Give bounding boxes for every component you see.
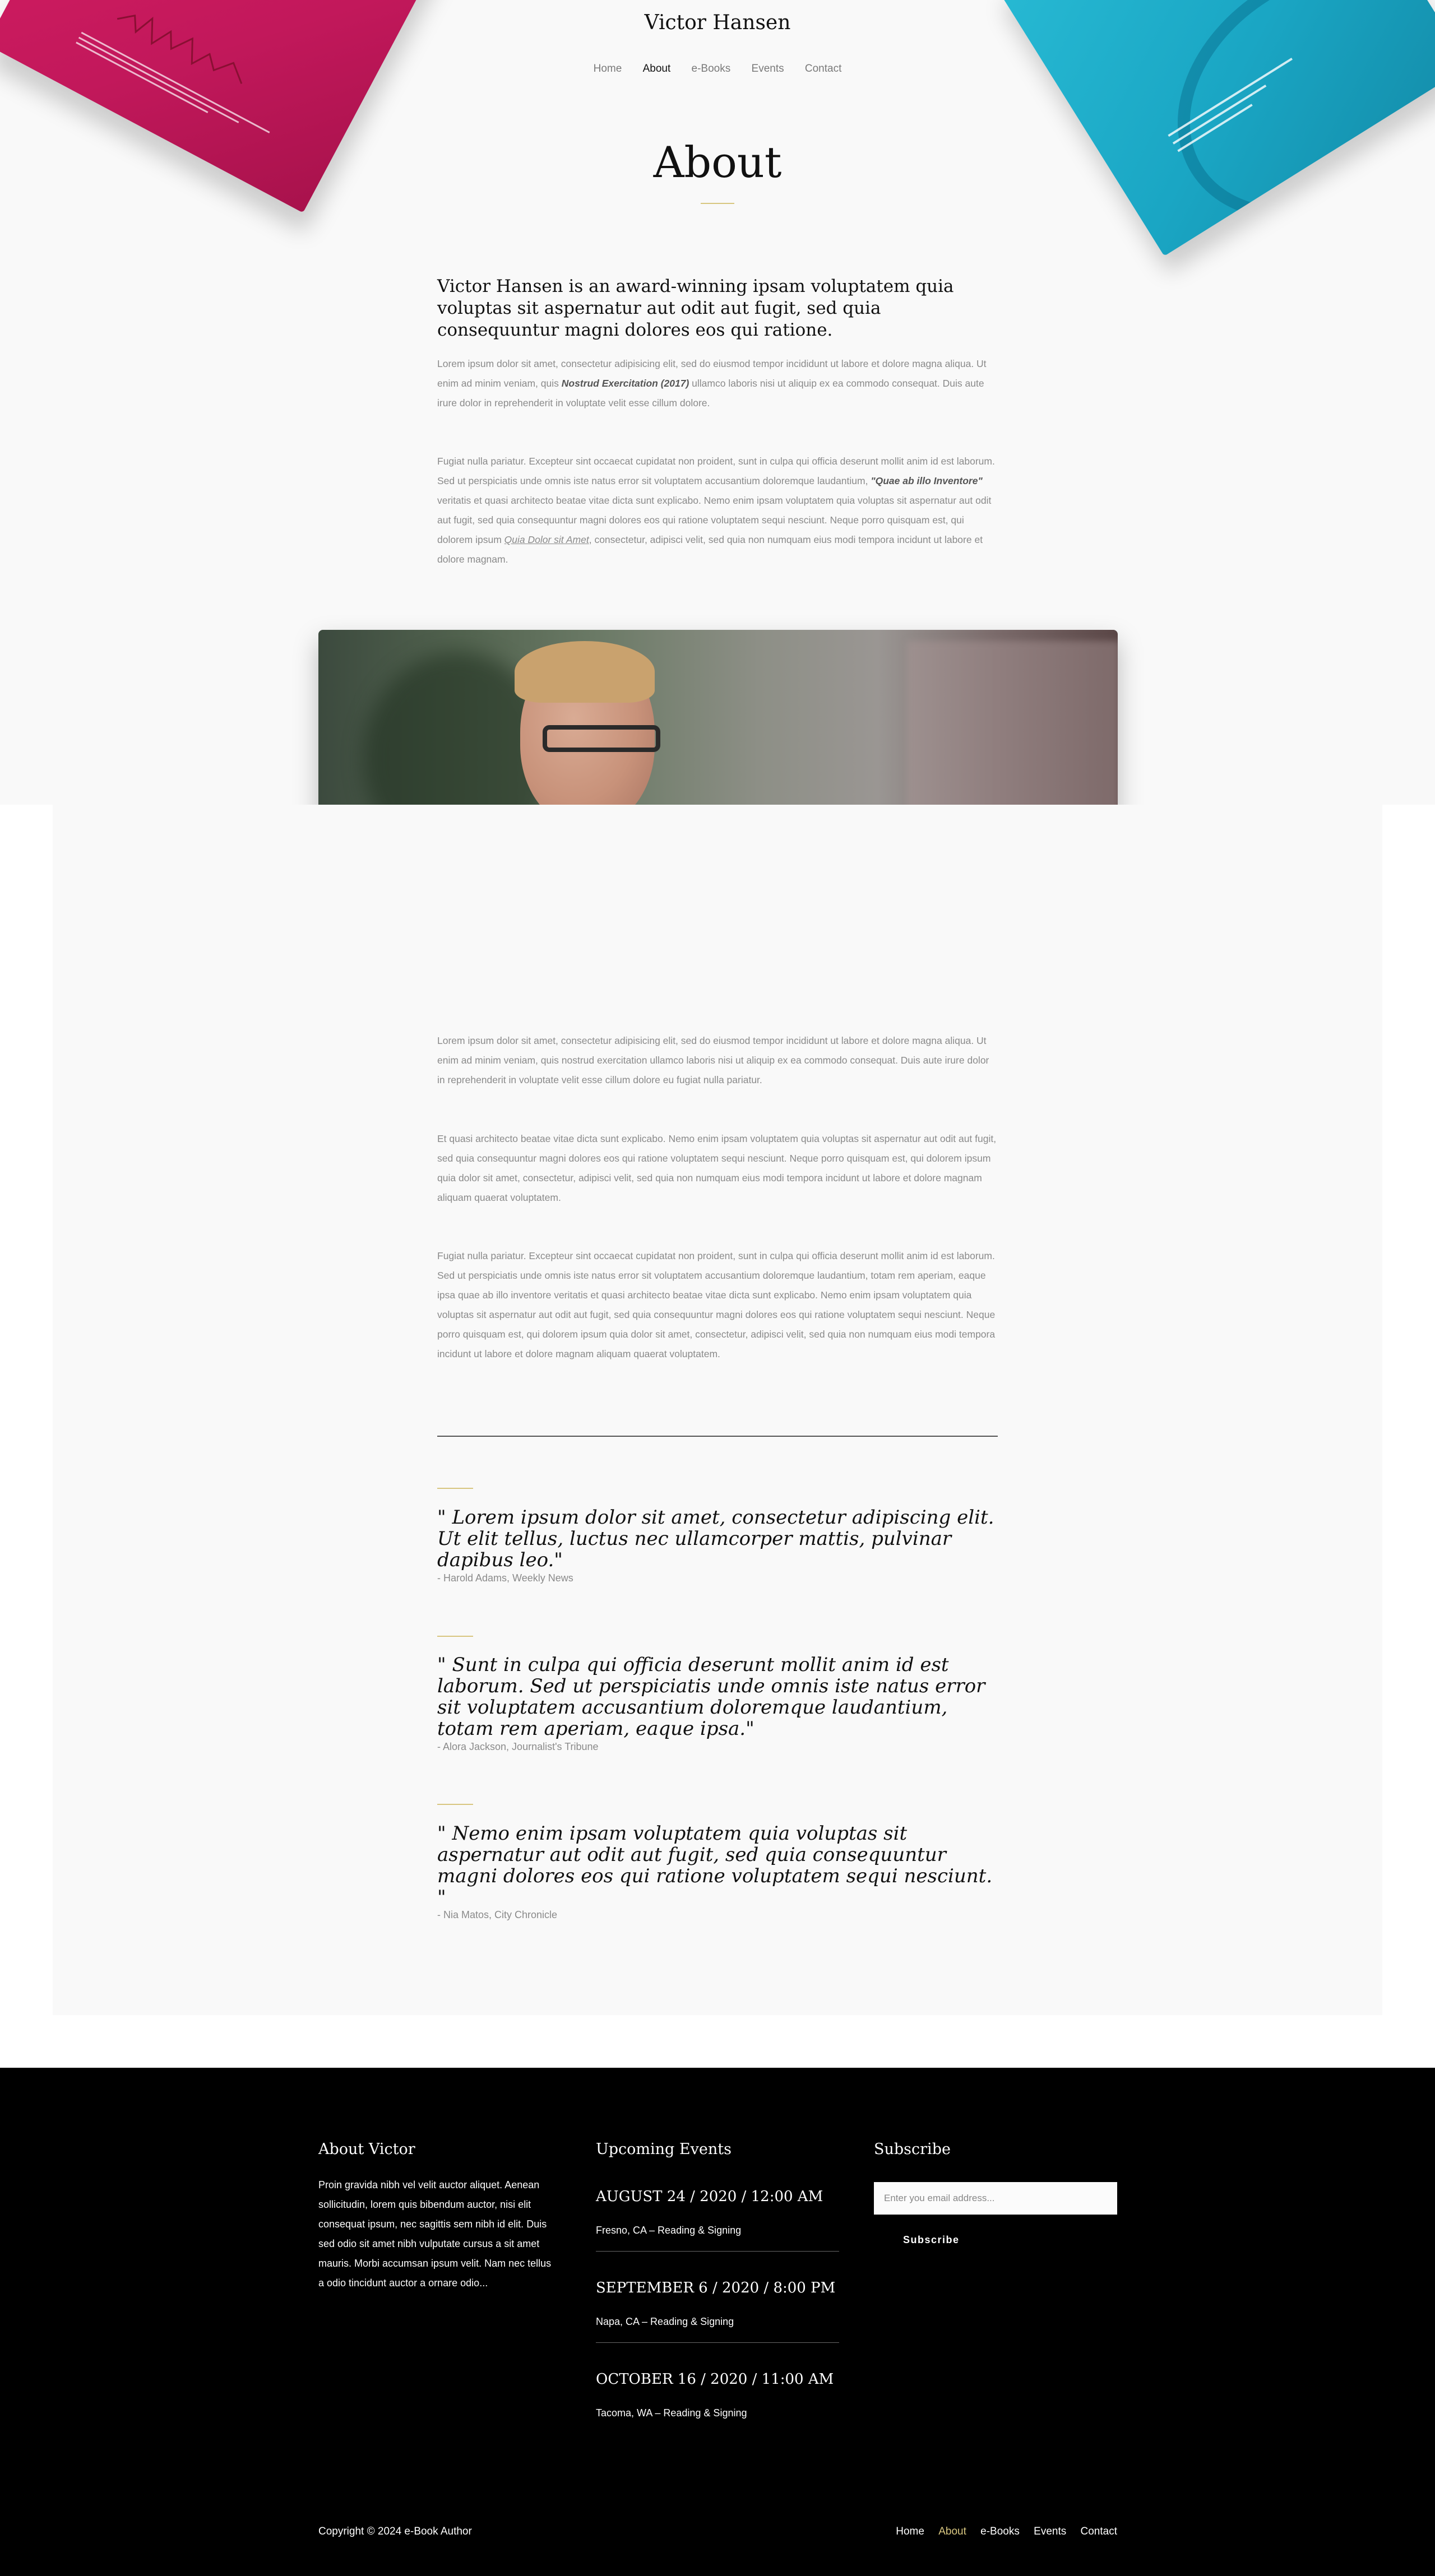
about-text: Proin gravida nibh vel velit auctor aliquet. Aenean sollicitudin, lorem quis bibendum auctor, nisi elit consequat ipsum, nec sagittis sem nibh id elit. Duis sed odio sit amet nibh vulputate cursus a sit amet mauris. Morbi accumsan ipsum velit. Nam nec tellus a odio tincidunt auctor a ornare odio... bbox=[318, 2179, 552, 2289]
testimonial-author: - Alora Jackson, Journalist's Tribune bbox=[437, 1741, 599, 1752]
site-footer bbox=[0, 2068, 1435, 2576]
intro-lead: Victor Hansen is an award-winning ipsam voluptatem quia voluptas sit aspernatur aut odit aut fugit, sed quia consequuntur magni dolores eos qui ratione. bbox=[437, 276, 954, 340]
testimonial-quote: " Lorem ipsum dolor sit amet, consectetur adipiscing elit. Ut elit tellus, luctus nec ullamcorper mattis, pulvinar dapibus leo." bbox=[437, 1506, 994, 1571]
email-input[interactable] bbox=[874, 2182, 1117, 2215]
author-photo bbox=[318, 630, 1118, 805]
footer-nav-events[interactable]: Events bbox=[1034, 2526, 1067, 2537]
event-date[interactable]: SEPTEMBER 6 / 2020 / 8:00 PM bbox=[596, 2280, 836, 2296]
text: Lorem ipsum dolor sit amet, consectetur adipisicing elit, sed do eiusmod tempor incididunt ut labore et dolore magna aliqua. Ut enim ad minim veniam, quis bbox=[437, 358, 987, 389]
emphasis: Nostrud Exercitation (2017) bbox=[561, 378, 689, 389]
page-title: About bbox=[653, 137, 782, 187]
book-cover-right bbox=[998, 0, 1435, 256]
testimonial-quote: " Sunt in culpa qui officia deserunt mollit anim id est laborum. Sed ut perspiciatis unde omnis iste natus error sit voluptatem accusantium doloremque laudantium, totam rem aperiam, eaque ipsa." bbox=[437, 1654, 985, 1740]
events-heading: Upcoming Events bbox=[596, 2141, 732, 2158]
event-date[interactable]: AUGUST 24 / 2020 / 12:00 AM bbox=[596, 2188, 823, 2205]
quote-accent-rule bbox=[437, 1488, 473, 1489]
title-accent-rule bbox=[701, 203, 734, 204]
body-paragraph-3: Fugiat nulla pariatur. Excepteur sint occaecat cupidatat non proident, sunt in culpa qui officia deserunt mollit anim id est laborum. Sed ut perspiciatis unde omnis iste natus error sit voluptatem accusantium doloremque laudantium, totam rem aperiam, eaque ipsa quae ab illo inventore veritatis et quasi architecto beatae vitae dicta sunt explicabo. Nemo enim ipsam voluptatem quia voluptas sit aspernatur aut odit aut fugit, sed quia consequuntur magni dolores eos qui ratione voluptatem sequi nesciunt. Neque porro quisquam est, qui dolorem ipsum quia dolor sit amet, consectetur, adipisci velit, sed quia non numquam eius modi tempora incidunt ut labore et dolore magnam aliquam quaerat voluptatem. bbox=[437, 1250, 996, 1359]
testimonial-author: - Nia Matos, City Chronicle bbox=[437, 1909, 558, 1920]
text: veritatis et quasi architecto beatae vitae dicta sunt explicabo. Nemo enim ipsam voluptatem quia voluptas sit aspernatur aut odit aut fugit, sed quia consequuntur magni dolores eos qui ratione voluptatem sequi nesciunt. Neque porro quisquam est, qui dolorem ipsum bbox=[437, 495, 992, 545]
about-heading: About Victor bbox=[318, 2141, 415, 2158]
quote-accent-rule bbox=[437, 1636, 473, 1637]
hero-section bbox=[0, 0, 1435, 805]
testimonial-author: - Harold Adams, Weekly News bbox=[437, 1572, 573, 1584]
event-location: Tacoma, WA – Reading & Signing bbox=[596, 2407, 747, 2419]
body-paragraph-1: Lorem ipsum dolor sit amet, consectetur adipisicing elit, sed do eiusmod tempor incididunt ut labore et dolore magna aliqua. Ut enim ad minim veniam, quis nostrud exercitation ullamco laboris nisi ut aliquip ex ea commodo consequat. Duis aute irure dolor in reprehenderit in voluptate velit esse cillum dolore eu fugiat nulla pariatur. bbox=[437, 1035, 989, 1085]
quote-accent-rule bbox=[437, 1804, 473, 1805]
inline-link[interactable]: Quia Dolor sit Amet bbox=[504, 534, 589, 545]
event-date[interactable]: OCTOBER 16 / 2020 / 11:00 AM bbox=[596, 2371, 834, 2388]
site-title[interactable]: Victor Hansen bbox=[644, 11, 791, 34]
body-paragraph-2: Et quasi architecto beatae vitae dicta sunt explicabo. Nemo enim ipsam voluptatem quia voluptas sit aspernatur aut odit aut fugit, sed quia consequuntur magni dolores eos qui ratione voluptatem sequi nesciunt. Neque porro quisquam est, qui dolorem ipsum quia dolor sit amet, consectetur, adipisci velit, sed quia non numquam eius modi tempora incidunt ut labore et dolore magnam aliquam quaerat voluptatem. bbox=[437, 1133, 997, 1203]
event-location: Fresno, CA – Reading & Signing bbox=[596, 2225, 742, 2236]
cover-wave-art bbox=[1129, 0, 1435, 256]
text: , consectetur, adipisci velit, sed quia non numquam eius modi tempora incidunt ut labore et dolore magnam. bbox=[437, 534, 983, 565]
nav-home[interactable]: Home bbox=[593, 63, 622, 75]
text: Fugiat nulla pariatur. Excepteur sint occaecat cupidatat non proident, sunt in culpa qui officia deserunt mollit anim id est laborum. Sed ut perspiciatis unde omnis iste natus error sit voluptatem accusantium doloremque laudantium, bbox=[437, 456, 995, 486]
footer-nav-ebooks[interactable]: e-Books bbox=[980, 2526, 1020, 2537]
section-divider bbox=[437, 1436, 998, 1437]
text: ullamco laboris nisi ut aliquip ex ea commodo consequat. Duis aute irure dolor in reprehenderit in voluptate velit esse cillum dolore. bbox=[437, 378, 984, 409]
nav-events[interactable]: Events bbox=[751, 63, 784, 75]
footer-nav bbox=[885, 2526, 1117, 2538]
footer-nav-contact[interactable]: Contact bbox=[1080, 2526, 1117, 2537]
event-location: Napa, CA – Reading & Signing bbox=[596, 2316, 734, 2327]
intro-paragraph-2 bbox=[437, 452, 998, 569]
footer-nav-home[interactable]: Home bbox=[896, 2526, 924, 2537]
subscribe-button[interactable]: Subscribe bbox=[874, 2224, 997, 2256]
nav-ebooks[interactable]: e-Books bbox=[691, 63, 731, 75]
main-nav bbox=[0, 63, 1435, 75]
event-divider bbox=[596, 2251, 839, 2252]
testimonial-quote: " Nemo enim ipsam voluptatem quia voluptas sit aspernatur aut odit aut fugit, sed quia consequuntur magni dolores eos qui ratione voluptatem sequi nesciunt. " bbox=[437, 1822, 993, 1909]
emphasis: "Quae ab illo Inventore" bbox=[871, 475, 983, 486]
nav-contact[interactable]: Contact bbox=[804, 63, 842, 75]
copyright: Copyright © 2024 e-Book Author bbox=[318, 2526, 472, 2537]
footer-nav-about[interactable]: About bbox=[938, 2526, 966, 2537]
intro-paragraph-1 bbox=[437, 354, 998, 413]
subscribe-heading: Subscribe bbox=[874, 2141, 951, 2158]
event-divider bbox=[596, 2342, 839, 2343]
nav-about[interactable]: About bbox=[642, 63, 671, 75]
